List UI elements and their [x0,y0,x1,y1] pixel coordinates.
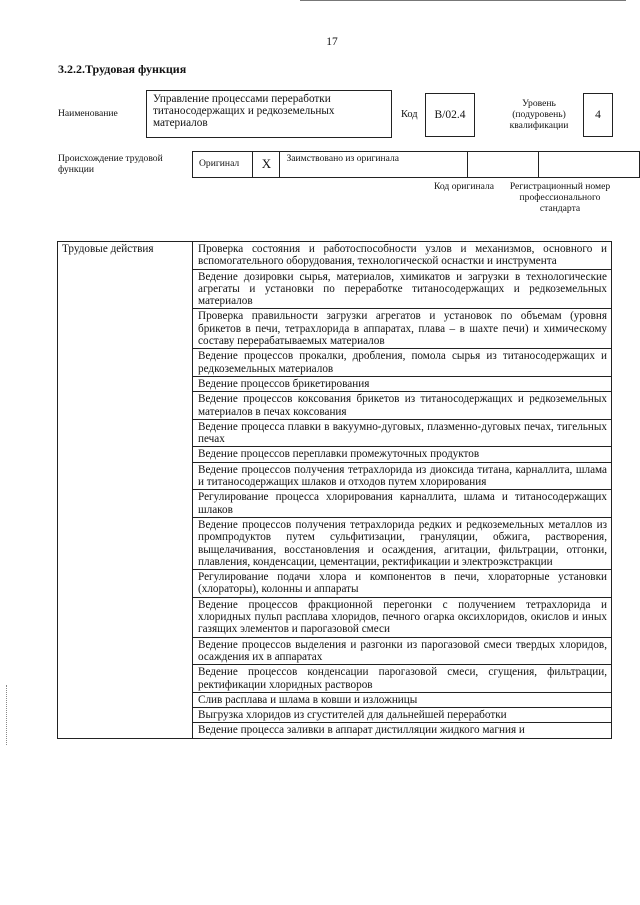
page-number: 17 [326,36,338,48]
labor-action: Проверка правильности загрузки агрегатов и установок по объемам (уровня брикетов в печи, тетрахлорида в аппаратах, плава – в шахте печи) и химическому составу перерабатываемых материалов [193,309,612,349]
labor-action: Ведение процесса плавки в вакуумно-дуговых, плазменно-дуговых печах, тигельных печах [193,419,612,447]
labor-action: Ведение процессов конденсации парогазовой смеси, сгущения, фильтрации, ректификации хлоридных растворов [193,665,612,693]
code-label: Код [401,109,418,120]
labor-action: Регулирование процесса хлорирования карналлита, шлама и титаносодержащих шлаков [193,490,612,518]
section-title: 3.2.2.Трудовая функция [58,62,187,76]
table-row [58,242,612,270]
borrowed-label: Заимствовано из оригинала [280,152,467,178]
margin-dots [6,685,7,745]
level-label: Уровень (подуровень) квалификации [509,98,569,131]
reg-number-label: Регистрационный номер профессионального стандарта [509,181,611,214]
labor-action: Ведение процессов коксования брикетов из титаносодержащих и редкоземельных материалов в печах коксования [193,392,612,420]
reg-number-cell [538,152,639,178]
origin-table [192,151,640,178]
name-label: Наименование [58,108,118,119]
labor-actions-table [57,241,612,739]
labor-action: Слив расплава и шлама в ковши и изложницы [193,692,612,707]
labor-action: Ведение процессов фракционной перегонки с получением тетрахлорида и хлоридных пульп расплава хлоридов, печного огарка оксихлоридов, окислов и иных газящих элементов и парогазовой смеси [193,597,612,637]
function-code: B/02.4 [425,93,475,137]
origin-label: Происхождение трудовой функции [58,153,163,175]
labor-action: Ведение процессов получения тетрахлорида из диоксида титана, карналлита, шлама и титаносодержащих шлаков и отходов путем хлорирования [193,462,612,490]
labor-actions-header: Трудовые действия [58,242,193,739]
original-code-cell [467,152,538,178]
original-mark: X [253,152,280,178]
labor-action: Ведение процесса заливки в аппарат дистилляции жидкого магния и [193,723,612,738]
labor-action: Ведение процессов прокалки, дробления, помола сырья из титаносодержащих и редкоземельных материалов [193,349,612,377]
function-name: Управление процессами переработки титаносодержащих и редкоземельных материалов [146,90,392,138]
original-code-label: Код оригинала [433,181,495,192]
labor-action: Ведение процессов брикетирования [193,376,612,391]
labor-action: Ведение дозировки сырья, материалов, химикатов и загрузки в технологические агрегаты и установки по переработке титаносодержащих и редкоземельных материалов [193,269,612,309]
labor-action: Проверка состояния и работоспособности узлов и механизмов, основного и вспомогательного оборудования, технологической оснастки и инструмента [193,242,612,270]
qualification-level: 4 [583,93,613,137]
top-rule [300,0,626,1]
original-label: Оригинал [193,152,253,178]
labor-action: Регулирование подачи хлора и компонентов в печи, хлораторные установки (хлораторы), колонны и аппараты [193,570,612,598]
labor-action: Ведение процессов выделения и разгонки из парогазовой смеси твердых хлоридов, осаждения их в аппаратах [193,637,612,665]
labor-action: Ведение процессов переплавки промежуточных продуктов [193,447,612,462]
labor-action: Ведение процессов получения тетрахлорида редких и редкоземельных металлов из промпродуктов путем сульфитизации, грануляции, обжига, растворения, выщелачивания, восстановления и осаждения, агитации, фильтрации, отгонки, плавления, конденсации, цементации, ректификации и электроэкстракции [193,517,612,569]
labor-action: Выгрузка хлоридов из сгустителей для дальнейшей переработки [193,708,612,723]
